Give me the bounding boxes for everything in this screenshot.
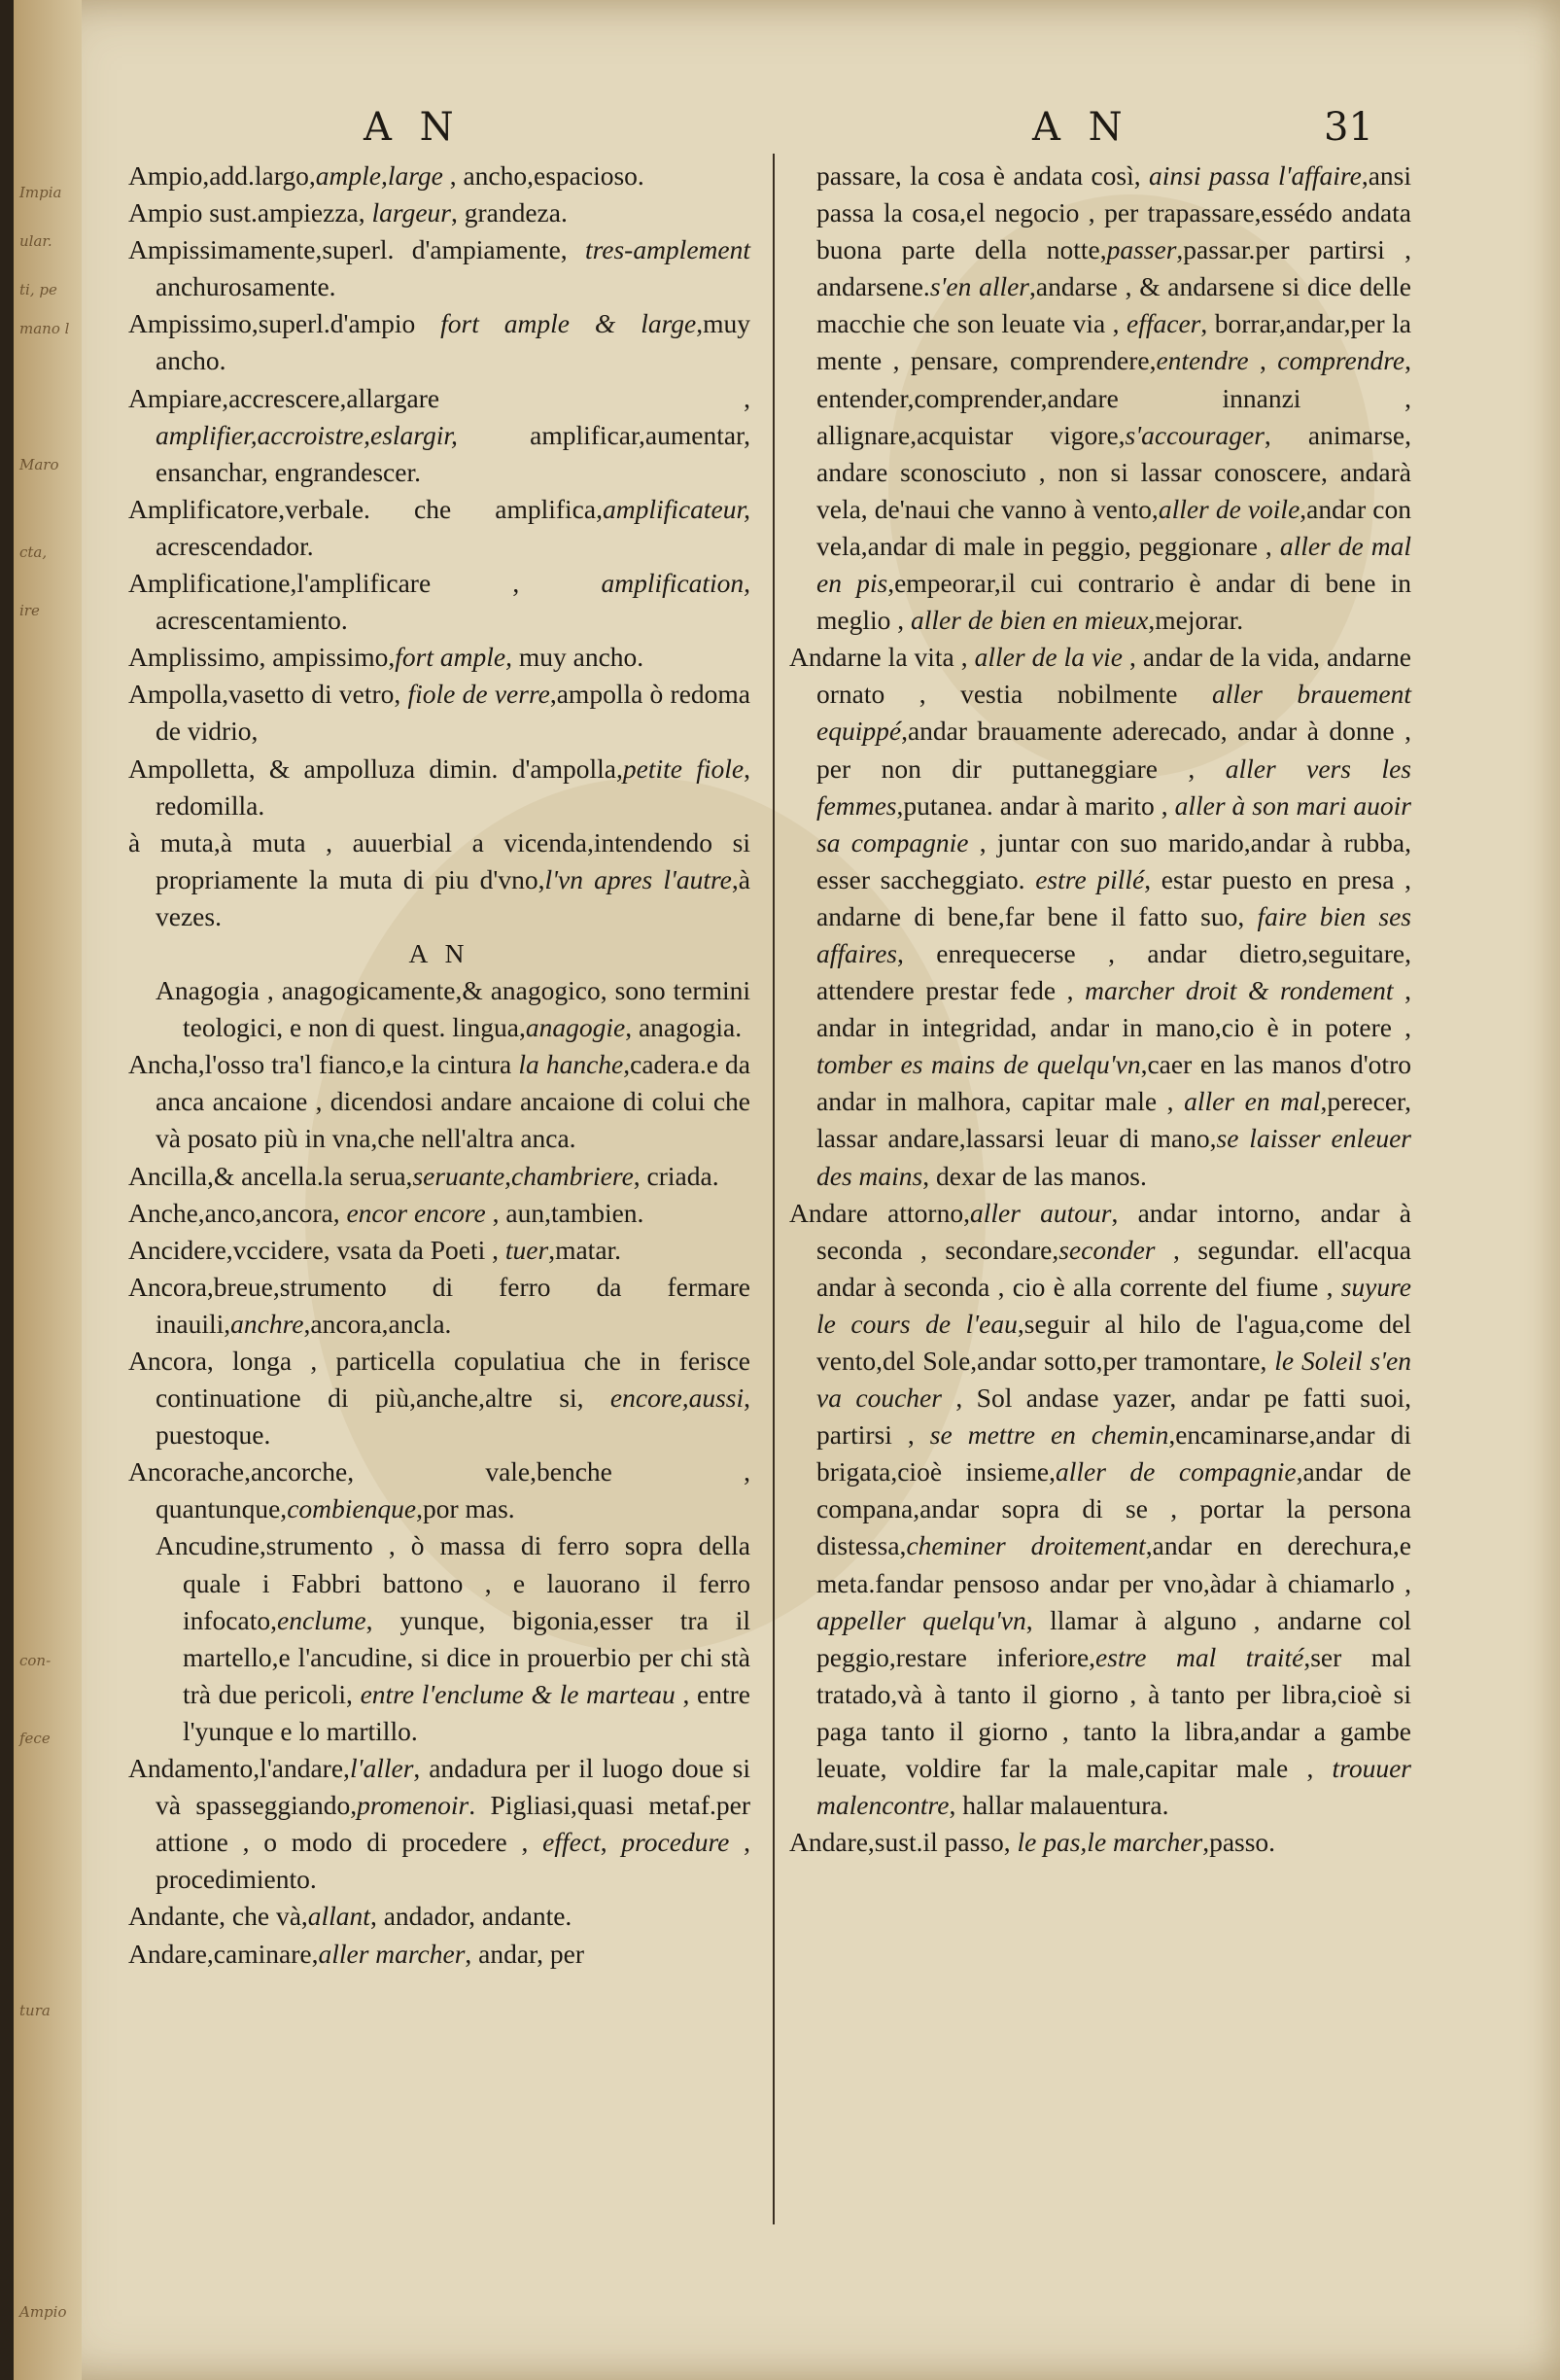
french-translation: tomber es mains de quelqu'vn xyxy=(816,1049,1141,1080)
dictionary-entry xyxy=(789,639,1411,1194)
page-number: 31 xyxy=(1324,105,1373,150)
dictionary-entry xyxy=(789,1824,1411,1861)
section-heading-text: A N xyxy=(408,937,470,968)
french-translation: encore,aussi xyxy=(609,1382,745,1414)
margin-fragment: Maro xyxy=(19,456,59,473)
dictionary-entry xyxy=(128,158,750,194)
french-translation: trouuer malencontre xyxy=(816,1753,1411,1821)
entry-text: ,passar.per partirsi , andarsene. xyxy=(816,234,1411,302)
margin-fragment: fece xyxy=(19,1730,51,1747)
entry-text: , yunque, bigonia,esser tra il martello,e l'ancudine, si dice in prouerbio per chi stà trà due pericoli, xyxy=(183,1604,750,1709)
entry-text: Ampissimamente,superl. d'ampiamente, xyxy=(128,234,585,265)
french-translation: entendre xyxy=(1156,345,1249,376)
entry-text: Andamento,l'andare, xyxy=(128,1753,350,1784)
entry-text: Ancidere,vccidere, vsata da Poeti , xyxy=(128,1234,505,1265)
french-translation: aller de mal en pis xyxy=(816,530,1411,599)
left-margin-bleed xyxy=(14,0,82,2380)
entry-text: Ampolla,vasetto di vetro, xyxy=(128,679,408,710)
margin-fragment: con- xyxy=(19,1652,52,1669)
entry-text: , anagogia. xyxy=(625,1012,743,1043)
entry-text: , entender,comprender,andare innanzi , allignare,acquistar vigore, xyxy=(816,345,1411,450)
entry-text: , juntar con suo marido,andar à rubba, esser saccheggiato. xyxy=(816,826,1411,894)
french-translation: promenoir xyxy=(357,1790,469,1821)
header-left: A N xyxy=(364,105,462,150)
header-right: A N xyxy=(1032,105,1130,150)
entry-text: ,matar. xyxy=(548,1234,622,1265)
entry-text: , animarse, andare sconosciuto , non si lassar conoscere, andarà vela, de'naui che vanno à vento, xyxy=(816,419,1411,524)
french-translation: s'en aller xyxy=(929,271,1030,302)
entry-text: ,andar con vela,andar di male in peggio, peggionare , xyxy=(816,493,1411,561)
entry-text: Andare attorno, xyxy=(789,1197,970,1228)
entry-text: Ampiare,accrescere,allargare , xyxy=(128,382,750,413)
french-translation: encor encore xyxy=(346,1197,486,1228)
french-translation: faire bien ses affaires xyxy=(816,900,1411,968)
left-column xyxy=(128,158,750,1973)
french-translation: largeur xyxy=(371,197,451,228)
dictionary-entry xyxy=(128,639,750,676)
french-translation: entre l'enclume & le marteau xyxy=(360,1678,676,1709)
dictionary-entry xyxy=(128,1269,750,1343)
dictionary-entry xyxy=(128,1343,750,1453)
entry-text: , andadura per il luogo doue si và spasseggiando, xyxy=(156,1753,750,1821)
entry-text: ,andar en derechura,e meta.fandar pensoso andar per vno,àdar à chiamarlo , xyxy=(816,1530,1411,1598)
dictionary-entry xyxy=(128,676,750,750)
entry-text: ,empeorar,il cui contrario è andar di bene in meglio , xyxy=(816,568,1411,636)
entry-text: Andarne la vita , xyxy=(789,642,975,673)
entry-text: . Pigliasi,quasi metaf.per attione , o modo di procedere , xyxy=(156,1790,750,1858)
entry-text: Anagogia , anagogicamente,& anagogico, sono termini teologici, e non di quest. lingua, xyxy=(156,975,750,1043)
entry-text: , andar, per xyxy=(465,1938,585,1969)
dictionary-entry xyxy=(128,1453,750,1527)
entry-text: , andar de la vida, andarne ornato , vestia nobilmente xyxy=(816,642,1411,710)
french-translation: estre mal traité xyxy=(1095,1641,1304,1672)
dictionary-entry xyxy=(128,380,750,491)
entry-text: acrescendador. xyxy=(156,530,314,561)
entry-text: ,à vezes. xyxy=(156,863,750,931)
dictionary-entry xyxy=(128,1750,750,1898)
french-translation: seconder xyxy=(1058,1234,1156,1265)
entry-text: Anche,anco,ancora, xyxy=(128,1197,347,1228)
french-translation: s'accourager xyxy=(1125,419,1265,450)
entry-text: amplificar,aumentar, ensanchar, engrandescer. xyxy=(156,419,750,487)
entry-text: à muta,à muta , auuerbial a vicenda,intendendo si propriamente la muta di piu d'vno, xyxy=(128,826,750,894)
entry-text: ,caer en las manos d'otro andar in malhora, capitar male , xyxy=(816,1049,1411,1117)
french-translation: petite fiole xyxy=(622,752,745,784)
dictionary-entry xyxy=(789,158,1411,639)
entry-text: , grandeza. xyxy=(450,197,568,228)
dictionary-entry xyxy=(128,231,750,305)
entry-text: , puestoque. xyxy=(156,1382,750,1451)
dictionary-entry xyxy=(128,1195,750,1232)
french-translation: passer xyxy=(1106,234,1177,265)
french-translation: aller autour xyxy=(969,1197,1112,1228)
entry-text: , dexar de las manos. xyxy=(922,1160,1147,1191)
french-translation: comprendre xyxy=(1277,345,1405,376)
entry-text: , xyxy=(1248,345,1278,376)
french-translation: aller à son mari auoir sa compagnie xyxy=(816,789,1411,858)
entry-text: ,passo. xyxy=(1202,1827,1276,1858)
section-heading xyxy=(128,935,750,972)
entry-text: , hallar malauentura. xyxy=(949,1790,1169,1821)
french-translation: aller en mal xyxy=(1184,1086,1321,1117)
entry-text: Amplificatore,verbale. che amplifica, xyxy=(128,493,603,524)
entry-text: , andar in integridad, andar in mano,cio è in potere , xyxy=(816,975,1412,1043)
margin-fragment: ti, pe xyxy=(19,281,57,298)
french-translation: tuer xyxy=(504,1234,549,1265)
dictionary-entry xyxy=(789,1195,1411,1825)
french-translation: amplificateur, xyxy=(602,493,750,524)
dictionary-entry xyxy=(128,1936,750,1973)
entry-text: Amplissimo, ampissimo, xyxy=(128,642,396,673)
entry-text: acrescentamiento. xyxy=(156,605,348,636)
french-translation: cheminer droitement xyxy=(906,1530,1146,1561)
entry-text: ,ansi passa la cosa,el negocio , per trapassare,essédo andata buona parte della notte, xyxy=(816,160,1411,265)
french-translation: l'vn apres l'autre xyxy=(544,863,732,894)
french-translation: estre pillé xyxy=(1035,863,1145,894)
entry-text: ,por mas. xyxy=(416,1493,515,1524)
entry-text: ,andar brauamente aderecado, andar à donne , per non dir puttaneggiare , xyxy=(816,716,1411,784)
entry-text: Amplificatione,l'amplificare , xyxy=(128,568,602,599)
french-translation: procedure xyxy=(621,1827,730,1858)
french-translation: marcher droit & rondement xyxy=(1085,975,1394,1006)
french-translation: le pas,le marcher xyxy=(1017,1827,1203,1858)
dictionary-entry xyxy=(128,194,750,231)
entry-text: , segundar. ell'acqua andar à seconda , cio è alla corrente del fiume , xyxy=(816,1234,1411,1302)
running-header xyxy=(14,105,1560,154)
french-translation: le Soleil s'en va coucher xyxy=(816,1346,1412,1414)
entry-text: Andare,sust.il passo, xyxy=(789,1827,1018,1858)
entry-text: anchurosamente. xyxy=(156,271,336,302)
entry-text: , ancho,espacioso. xyxy=(442,160,644,191)
entry-text: , Sol andase yazer, andar pe fatti suoi, partirsi , xyxy=(816,1382,1411,1451)
french-translation: effacer xyxy=(1127,308,1201,339)
entry-text: ,encaminarse,andar di brigata,cioè insieme, xyxy=(816,1419,1411,1488)
entry-text: Ampolletta, & ampolluza dimin. d'ampolla, xyxy=(128,752,623,784)
french-translation: fiole de verre xyxy=(407,679,550,710)
entry-text: Ancorache,ancorche, vale,benche , quantunque, xyxy=(128,1456,750,1524)
entry-text: Ancora,breue,strumento di ferro da fermare inauili, xyxy=(128,1271,750,1339)
french-translation: se mettre en chemin xyxy=(929,1419,1169,1451)
dictionary-page xyxy=(14,0,1560,2380)
french-translation: enclume xyxy=(276,1604,366,1635)
entry-text: ,putanea. andar à marito , xyxy=(896,789,1175,821)
french-translation: la hanche xyxy=(518,1049,624,1080)
entry-text: , estar puesto en presa , andarne di bene,far bene il fatto suo, xyxy=(816,863,1411,931)
dictionary-entry xyxy=(128,1898,750,1935)
french-translation: aller de compagnie xyxy=(1055,1456,1297,1488)
french-translation: aller brauement equippé xyxy=(816,679,1411,747)
french-translation: fort ample & large xyxy=(440,308,697,339)
entry-text: ,perecer, lassar andare,lassarsi leuar di mano, xyxy=(816,1086,1411,1154)
french-translation: suyure le cours de l'eau xyxy=(816,1271,1411,1339)
dictionary-entry xyxy=(128,751,750,824)
margin-fragment: Ampio xyxy=(19,2303,67,2321)
entry-text: , andador, andante. xyxy=(369,1901,572,1932)
french-translation: amplifier,accroistre,eslargir, xyxy=(156,419,458,450)
entry-text: , xyxy=(600,1827,622,1858)
entry-text: ,seguir al hilo de l'agua,come del vento,del Sole,andar sotto,per tramontare, xyxy=(816,1308,1411,1376)
french-translation: anchre xyxy=(230,1308,304,1339)
french-translation: aller de voile xyxy=(1158,493,1300,524)
entry-text: , procedimiento. xyxy=(156,1827,751,1895)
entry-text: Ancha,l'osso tra'l fianco,e la cintura xyxy=(128,1049,519,1080)
dictionary-entry xyxy=(128,1232,750,1269)
dictionary-entry xyxy=(128,1046,750,1157)
french-translation: ample,large xyxy=(315,160,443,191)
dictionary-entry xyxy=(128,972,750,1046)
french-translation: ainsi passa l'affaire xyxy=(1149,160,1362,191)
entry-text: , entre l'yunque e lo martillo. xyxy=(183,1678,750,1746)
entry-text: Ancora, longa , particella copulatiua che in ferisce continuatione di più,anche,altre si, xyxy=(128,1346,750,1414)
right-column xyxy=(789,158,1411,1861)
french-translation: aller de bien en mieux xyxy=(911,605,1149,636)
margin-fragment: tura xyxy=(19,2002,51,2019)
french-translation: amplification, xyxy=(601,568,750,599)
entry-text: passare, la cosa è andata così, xyxy=(816,160,1150,191)
french-translation: seruante,chambriere xyxy=(412,1160,634,1191)
entry-text: ,ancora,ancla. xyxy=(303,1308,452,1339)
entry-text: , borrar,andar,per la mente , pensare, comprendere, xyxy=(816,308,1411,376)
french-translation: anagogie xyxy=(525,1012,626,1043)
entry-text: , llamar à alguno , andarne col peggio,restare inferiore, xyxy=(816,1604,1412,1672)
dictionary-entry xyxy=(128,565,750,639)
french-translation: l'aller xyxy=(349,1753,414,1784)
entry-text: Andare,caminare, xyxy=(128,1938,319,1969)
entry-text: , criada. xyxy=(633,1160,719,1191)
dictionary-entry xyxy=(128,1527,750,1750)
entry-text: Andante, che và, xyxy=(128,1901,308,1932)
french-translation: aller vers les femmes xyxy=(816,752,1411,821)
french-translation: fort ample, xyxy=(395,642,512,673)
margin-fragment: ular. xyxy=(19,232,52,250)
dictionary-entry xyxy=(128,824,750,935)
entry-text: Ancudine,strumento , ò massa di ferro sopra della quale i Fabbri battono , e lauorano il ferro infocato, xyxy=(156,1530,750,1635)
entry-text: , andar intorno, andar à seconda , secondare, xyxy=(816,1197,1411,1265)
french-translation: aller marcher xyxy=(318,1938,466,1969)
margin-fragment: cta, xyxy=(19,543,48,561)
dictionary-entry xyxy=(128,491,750,565)
entry-text: Ampio,add.largo, xyxy=(128,160,316,191)
entry-text: ,andar de compana,andar sopra di se , portar la persona distessa, xyxy=(816,1456,1412,1561)
entry-text: muy ancho. xyxy=(511,642,644,673)
french-translation: effect xyxy=(542,1827,601,1858)
french-translation: allant xyxy=(307,1901,370,1932)
margin-fragment: ire xyxy=(19,602,40,619)
dictionary-entry xyxy=(128,1158,750,1195)
entry-text: , redomilla. xyxy=(156,752,750,821)
entry-text: ,ampolla ò redoma de vidrio, xyxy=(156,679,750,747)
french-translation: combienque xyxy=(287,1493,417,1524)
french-translation: se laisser enleuer des mains xyxy=(816,1123,1411,1191)
entry-text: Ampissimo,superl.d'ampio xyxy=(128,308,441,339)
entry-text: , enrequecerse , andar dietro,seguitare, attendere prestar fede , xyxy=(816,937,1411,1006)
french-translation: tres-amplement xyxy=(584,234,750,265)
dictionary-entry xyxy=(128,305,750,379)
entry-text: Ampio sust.ampiezza, xyxy=(128,197,372,228)
column-divider xyxy=(773,154,775,2224)
french-translation: aller de la vie xyxy=(974,642,1123,673)
entry-text: , aun,tambien. xyxy=(485,1197,644,1228)
entry-text: ,ser mal tratado,và à tanto il giorno , à tanto per libra,cioè si paga tanto il giorno , tanto la libra,andar a gambe leuate, voldire far la male,capitar male , xyxy=(816,1641,1411,1784)
margin-fragment: Impia xyxy=(19,184,62,201)
entry-text: Ancilla,& ancella.la serua, xyxy=(128,1160,413,1191)
entry-text: ,cadera.e da anca ancaione , dicendosi andare ancaione di colui che và posato più in vna,che nell'altra anca. xyxy=(156,1049,750,1154)
margin-fragment: mano l xyxy=(19,320,70,337)
entry-text: ,mejorar. xyxy=(1148,605,1244,636)
french-translation: appeller quelqu'vn xyxy=(816,1604,1026,1635)
entry-text: ,andarse , & andarsene si dice delle macchie che son leuate via , xyxy=(816,271,1411,339)
entry-text: ,muy ancho. xyxy=(156,308,750,376)
